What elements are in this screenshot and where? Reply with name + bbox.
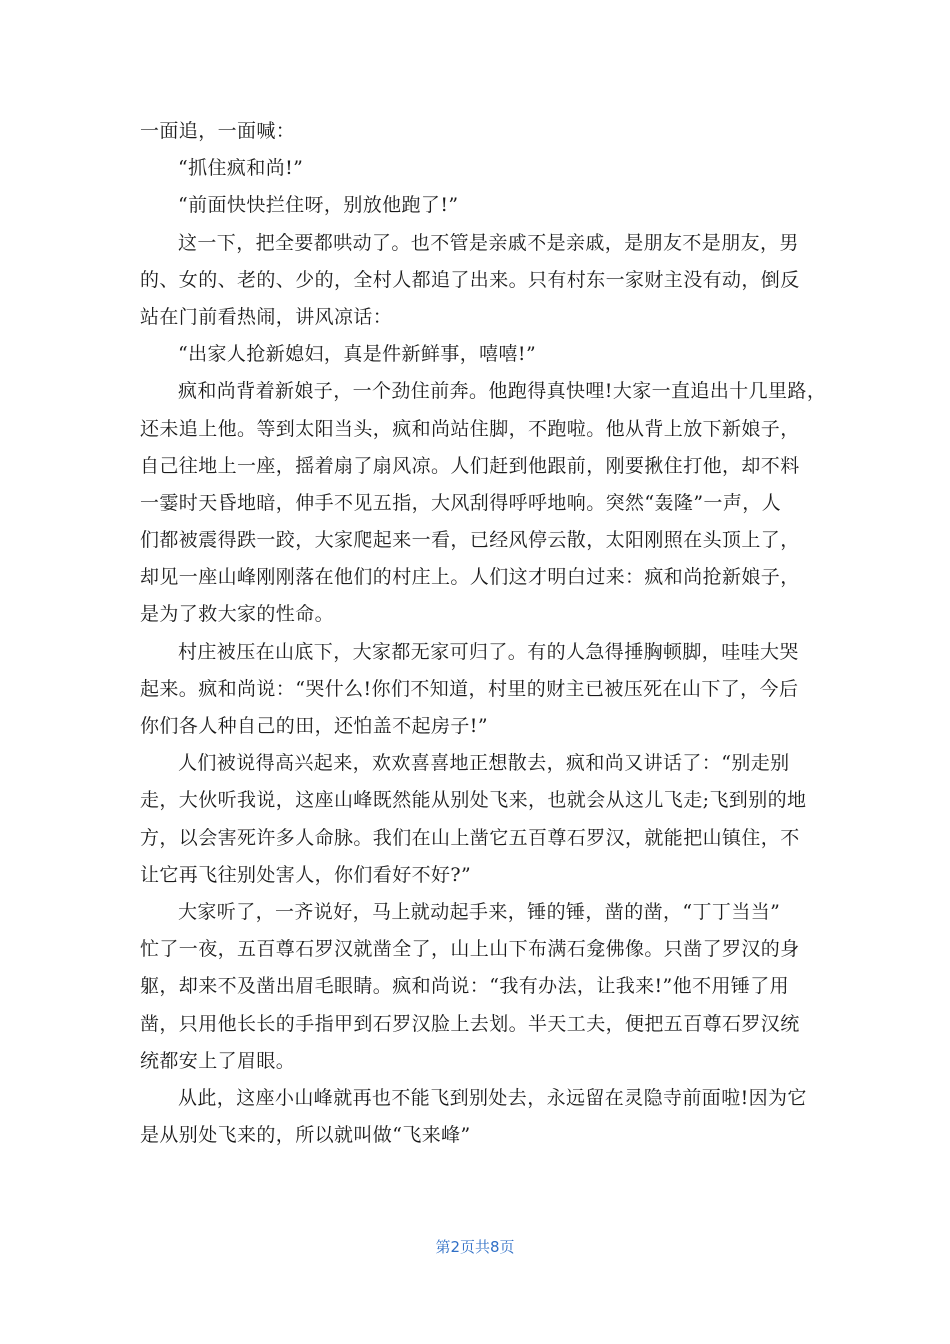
page-number: 第2页共8页 [435, 1238, 515, 1256]
text-line: 走，大伙听我说，这座山峰既然能从别处飞来，也就会从这儿飞走;飞到别的地 [140, 789, 807, 812]
text-line: 让它再飞往别处害人，你们看好不好?” [140, 863, 472, 886]
text-line: 站在门前看热闹，讲风凉话： [140, 305, 393, 328]
text-line: “抓住疯和尚!” [178, 157, 304, 180]
text-line: 疯和尚背着新娘子，一个劲住前奔。他跑得真快哩!大家一直追出十几里路， [178, 380, 827, 403]
text-line: 的、女的、老的、少的，全村人都追了出来。只有村东一家财主没有动，倒反 [140, 268, 800, 291]
text-line: 人们被说得高兴起来，欢欢喜喜地正想散去，疯和尚又讲话了：“别走别 [178, 752, 790, 775]
text-line: 是为了救大家的性命。 [140, 603, 335, 626]
text-line: 起来。疯和尚说：“哭什么!你们不知道，村里的财主已被压死在山下了，今后 [140, 677, 799, 700]
text-line: 方，以会害死许多人命脉。我们在山上凿它五百尊石罗汉，就能把山镇住，不 [140, 826, 800, 849]
text-line: 大家听了，一齐说好，马上就动起手来，锤的锤，凿的凿，“丁丁当当” [178, 900, 781, 923]
text-line: 是从别处飞来的，所以就叫做“飞来峰” [140, 1124, 471, 1147]
text-line: 一霎时天昏地暗，伸手不见五指，大风刮得呼呼地响。突然“轰隆”一声，人 [140, 491, 782, 514]
text-line: 村庄被压在山底下，大家都无家可归了。有的人急得捶胸顿脚，哇哇大哭 [178, 640, 799, 663]
text-line: 凿，只用他长长的手指甲到石罗汉脸上去划。半天工夫，便把五百尊石罗汉统 [140, 1012, 800, 1035]
text-line: 忙了一夜，五百尊石罗汉就凿全了，山上山下布满石龛佛像。只凿了罗汉的身 [140, 938, 800, 961]
text-line: 你们各人种自己的田，还怕盖不起房子!” [140, 715, 488, 737]
text-line: “出家人抢新媳妇，真是件新鲜事，嘻嘻!” [178, 343, 537, 366]
text-line: 自己往地上一座，摇着扇了扇风凉。人们赶到他跟前，刚要揪住打他，却不料 [140, 454, 800, 477]
text-line: “前面快快拦住呀，别放他跑了!” [178, 194, 459, 217]
text-line: 从此，这座小山峰就再也不能飞到别处去，永远留在灵隐寺前面啦!因为它 [178, 1086, 807, 1109]
text-line: 统都安上了眉眼。 [140, 1049, 296, 1072]
document-body [140, 113, 830, 1154]
text-line: 们都被震得跌一跤，大家爬起来一看，已经风停云散，太阳刚照在头顶上了， [140, 529, 800, 552]
text-line: 却见一座山峰刚刚落在他们的村庄上。人们这才明白过来：疯和尚抢新娘子， [140, 566, 800, 589]
text-line: 一面追，一面喊： [140, 120, 296, 142]
text-line: 躯，却来不及凿出眉毛眼睛。疯和尚说：“我有办法，让我来!”他不用锤了用 [140, 975, 790, 998]
text-line: 这一下，把全要都哄动了。也不管是亲戚不是亲戚，是朋友不是朋友，男 [178, 231, 799, 254]
text-line: 还未追上他。等到太阳当头，疯和尚站住脚，不跑啦。他从背上放下新娘子， [140, 417, 800, 440]
